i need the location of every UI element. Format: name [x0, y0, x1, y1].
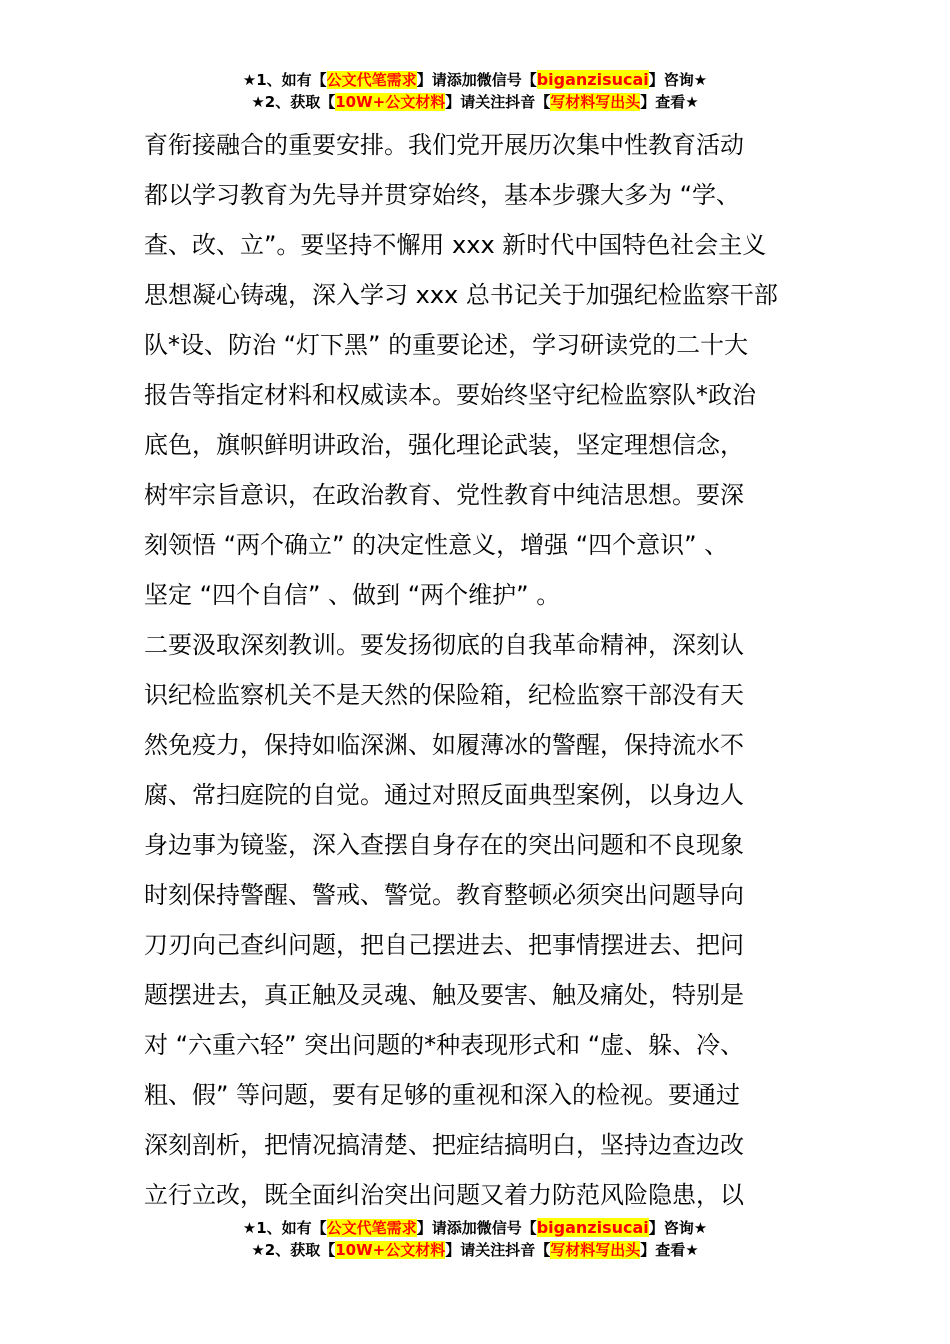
- banner-text: ★2、获取【: [251, 1241, 336, 1259]
- body-line: 深刻剖析，把情况搞清楚、把症结搞明白，坚持边查边改: [144, 1131, 744, 1159]
- douyin-highlight: 写材料写出头: [550, 93, 641, 111]
- body-line: 刀刃向己查纠问题，把自己摆进去、把事情摆进去、把问: [144, 931, 744, 959]
- body-line: 对 “六重六轻” 突出问题的*种表现形式和 “虚、躲、冷、: [144, 1031, 745, 1059]
- body-line: 都以学习教育为先导并贯穿始终，基本步骤大多为 “学、: [144, 181, 741, 209]
- banner-text: 】请添加微信号【: [416, 1219, 537, 1237]
- body-line: 坚定 “四个自信” 、做到 “两个维护” 。: [144, 581, 561, 609]
- banner-text: ★1、如有【: [242, 71, 327, 89]
- body-line: 树牢宗旨意识，在政治教育、党性教育中纯洁思想。要深: [144, 481, 744, 509]
- body-line: 然免疫力，保持如临深渊、如履薄冰的警醒，保持流水不: [144, 731, 744, 759]
- paragraph-start-line: 二要汲取深刻教训。要发扬彻底的自我革命精神，深刻认: [144, 631, 744, 659]
- wechat-id-highlight: biganzisucai: [536, 70, 649, 89]
- body-line: 查、改、立”。要坚持不懈用 xxx 新时代中国特色社会主义: [144, 231, 767, 259]
- banner-highlight: 公文代笔需求: [326, 1219, 417, 1237]
- body-line: 时刻保持警醒、警戒、警觉。教育整顿必须突出问题导向: [144, 881, 744, 909]
- body-line: 腐、常扫庭院的自觉。通过对照反面典型案例，以身边人: [144, 781, 744, 809]
- banner-text: ★2、获取【: [251, 93, 336, 111]
- body-line: 底色，旗帜鲜明讲政治，强化理论武装，坚定理想信念，: [144, 431, 744, 459]
- body-line: 识纪检监察机关不是天然的保险箱，纪检监察干部没有天: [144, 681, 744, 709]
- wechat-id-highlight: biganzisucai: [536, 1218, 649, 1237]
- banner-line-1: [0, 1217, 950, 1239]
- douyin-highlight: 写材料写出头: [550, 1241, 641, 1259]
- banner-line-2: [0, 91, 950, 113]
- body-line: 题摆进去，真正触及灵魂、触及要害、触及痛处，特别是: [144, 981, 744, 1009]
- body-line: 报告等指定材料和权威读本。要始终坚守纪检监察队*政治: [144, 381, 756, 409]
- footer-banner: [0, 1217, 950, 1261]
- banner-highlight: 公文代笔需求: [326, 71, 417, 89]
- banner-highlight: 10W+公文材料: [335, 93, 446, 111]
- banner-text: 】咨询★: [648, 1219, 708, 1237]
- header-banner: [0, 69, 950, 113]
- body-line: 立行立改，既全面纠治突出问题又着力防范风险隐患，以: [144, 1181, 744, 1209]
- banner-text: 】查看★: [640, 1241, 699, 1259]
- document-body: [144, 120, 814, 1220]
- banner-line-2: [0, 1239, 950, 1261]
- banner-text: 】咨询★: [648, 71, 708, 89]
- body-line: 育衔接融合的重要安排。我们党开展历次集中性教育活动: [144, 131, 744, 159]
- banner-text: 】请添加微信号【: [416, 71, 537, 89]
- body-line: 身边事为镜鉴，深入查摆自身存在的突出问题和不良现象: [144, 831, 744, 859]
- banner-text: 】请关注抖音【: [445, 1241, 551, 1259]
- banner-text: 】查看★: [640, 93, 699, 111]
- banner-text: ★1、如有【: [242, 1219, 327, 1237]
- banner-text: 】请关注抖音【: [445, 93, 551, 111]
- body-line: 思想凝心铸魂，深入学习 xxx 总书记关于加强纪检监察干部: [144, 281, 778, 309]
- body-line: 粗、假” 等问题，要有足够的重视和深入的检视。要通过: [144, 1081, 741, 1109]
- banner-highlight: 10W+公文材料: [335, 1241, 446, 1259]
- body-line: 队*设、防治 “灯下黑” 的重要论述，学习研读党的二十大: [144, 331, 749, 359]
- body-line: 刻领悟 “两个确立” 的决定性意义，增强 “四个意识” 、: [144, 531, 729, 559]
- banner-line-1: [0, 69, 950, 91]
